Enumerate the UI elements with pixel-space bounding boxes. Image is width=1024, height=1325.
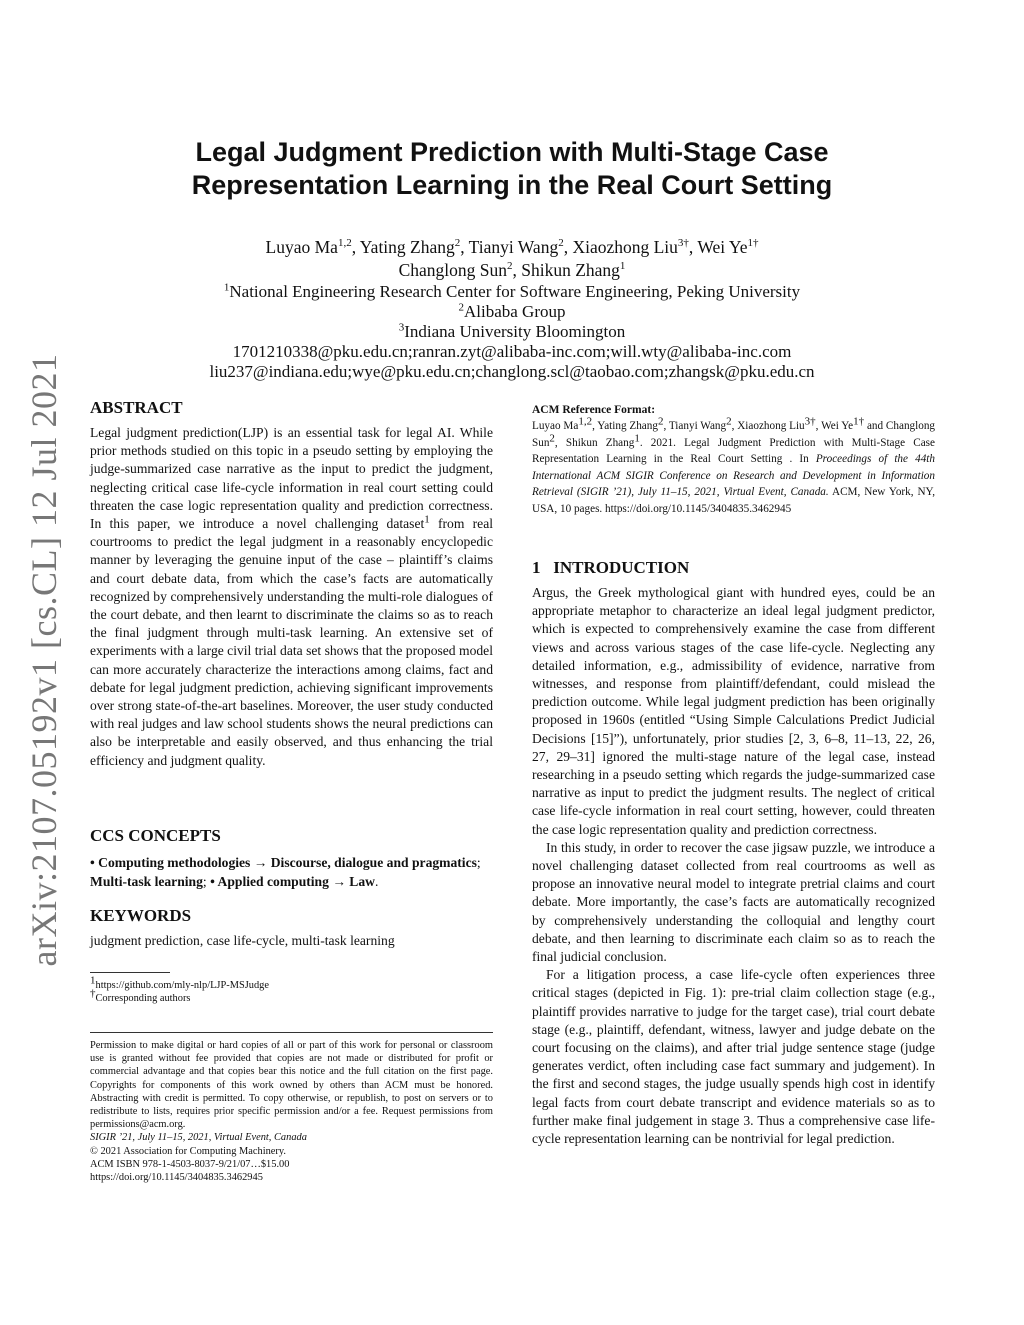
permission-text: Permission to make digital or hard copies of all or part of this work for personal or classroom use is granted without fee provided that copies are not made or distributed for profit or commercial advantage and that copies bear this notice and the full citation on the first page. Copyrights for components of this work owned by others than ACM must be honored. Abstracting with credit is permitted. To copy otherwise, or republish, to post on servers or to redistribute to lists, requires prior specific permission and/or a fee. Request permissions from permissions@acm.org. [90,1040,493,1131]
ccs-separator: ; [476,855,481,870]
footnote [90,987,493,1005]
ref-proceedings: Proceedings of the 44th International ACM SIGIR Conference on Research and Development in Information Retrieval (SIGIR ’21), July 11–15, 2021, Virtual Event, Canada. [532,453,936,499]
ref-author: and Changlong Sun [532,420,936,449]
ref-author: , Tianyi Wang [663,420,727,432]
ref-author-mark: 1† [853,415,865,428]
introduction-heading: 1 INTRODUCTION [532,558,690,577]
ccs-concept: • Computing methodologies → Discourse, dialogue and pragmatics [90,855,477,870]
ref-author-mark: 1,2 [578,415,593,428]
ccs-section [90,826,493,891]
author-name: Changlong Sun [398,260,507,280]
ccs-text [90,853,493,891]
keywords-heading: KEYWORDS [90,906,192,925]
abstract-section [90,398,493,770]
ccs-separator: ; [202,874,211,889]
ref-author: , Xiaozhong Liu [731,420,805,432]
affiliation-mark: 1 [223,281,230,294]
title-line-1: Legal Judgment Prediction with Multi-Stage Case [195,137,829,167]
permission-copyright: © 2021 Association for Computing Machinery. [90,1145,286,1157]
affiliation-text: National Engineering Research Center for Software Engineering, Peking University [229,282,801,301]
author-name: , Xiaozhong Liu [563,237,678,257]
ccs-concept: Multi-task learning [90,874,203,889]
author-affil-mark: 2 [454,237,461,250]
acm-reference-text [532,415,936,518]
author-name: , Yating Zhang [351,237,455,257]
affiliation [120,302,904,322]
ref-author: , Shikun Zhang [554,436,635,449]
ref-author: Luyao Ma [532,420,579,432]
ref-author-mark: 1 [634,431,640,444]
author-affil-mark: 1,2 [337,237,352,250]
keywords-section [90,906,493,950]
affiliation [120,282,904,302]
abstract-text [90,424,493,770]
intro-paragraph: Argus, the Greek mythological giant with hundred eyes, could be an appropriate metaphor to characterize an ideal legal judgment predictor, which is expected to comprehensively examine the case from different views and across various stages of the case life-cycle. Neglecting any detailed information, e.g., admissibility of evidence, narrative from witnesses, and response from plaintiff/defendant, could mislead the prediction outcome. While legal judgment prediction has been originally proposed in 1960s (entitled “Using Simple Calculations Predict Judicial Decisions [15]”), unfortunately, prior studies [2, 3, 6–8, 11–13, 22, 26, 27, 29–31] ignored the multi-stage nature of the legal case, instead researching in a pseudo setting which regards the judge-summarized case narrative as input to predict the judgment results. The neglect of critical case life-cycle information in real court setting, however, could threaten the case logic representation quality and prediction correctness. [532,585,935,837]
ref-author: , Yating Zhang [592,420,658,432]
footnote [90,974,493,992]
ref-author-mark: 3† [804,415,816,428]
author-affil-mark: 1 [619,260,626,273]
arxiv-identifier: arXiv:2107.05192v1 [cs.CL] 12 Jul 2021 [24,353,64,967]
author-affil-mark: 2 [506,260,513,273]
permission-venue: SIGIR ’21, July 11–15, 2021, Virtual Event, Canada [90,1132,307,1144]
affiliation-mark: 3 [398,321,405,334]
abstract-heading: ABSTRACT [90,398,183,417]
abstract-text-part2: from real courtrooms to predict the legal judgment in a reasonably encyclopedic manner by leveraging the genuine input of the case – plaintiff’s claims and court debate data, from which the case’s facts are automatically recognized by comprehensively understanding the multi-role dialogues of the court debate, and then learnt to discriminate the claims so as to reach the final judgment through multi-task learning. An extensive set of experiments with a large civil trial data set shows that the proposed model can more accurately characterize the interactions among claims, fact and debate for legal judgment prediction, achieving significant improvements over strong state-of-the-art baselines. Moreover, the user study conducted with real judges and law school students shows the neural predictions can also be interpretable and easily observed, and thus enhancing the trial efficiency and judgment quality. [90,516,493,768]
paper-title [120,136,904,202]
acm-reference-heading: ACM Reference Format: [532,404,656,416]
affiliation-text: Alibaba Group [463,302,566,321]
footnote-mark: † [90,987,96,1000]
footnotes [90,972,493,1005]
author-list [120,236,904,282]
author-block [120,236,904,382]
author-name: , Wei Ye [688,237,748,257]
introduction-section [532,558,935,1148]
email-line: liu237@indiana.edu;wye@pku.edu.cn;changlong.scl@taobao.com;zhangsk@pku.edu.cn [209,362,815,381]
ref-author-mark: 2 [549,431,555,444]
acm-reference [532,402,935,518]
ref-author: , Wei Ye [815,420,854,432]
ccs-separator: . [375,874,379,889]
affiliation [120,322,904,342]
ccs-heading: CCS CONCEPTS [90,826,221,845]
affiliation-text: Indiana University Bloomington [404,322,626,341]
footnote-text: https://github.com/mly-nlp/LJP-MSJudge [95,980,269,991]
ref-author-mark: 2 [657,415,664,428]
affiliation-mark: 2 [458,301,464,314]
footnote-rule [90,972,170,973]
author-affil-mark: 3† [677,237,689,250]
permission-isbn: ACM ISBN 978-1-4503-8037-9/21/07…$15.00 [90,1158,290,1170]
intro-paragraph: For a litigation process, a case life-cycle often experiences three critical stages (depicted in Fig. 1): pre-trial claim collection stage (e.g., plaintiff provides narrative to judge for the target case), trial court debate stage (e.g., plaintiff, defendant, witness, lawyer and judge debate on the court focusing on the claims), and after trial judge sentence stage (judge generates verdict, often including case fact summary and judgement). In the first and second stages, the judge usually spends high cost in identify legal facts from court debate transcript and evidence materials so as to further make final judgement in stage 3. Thus a comprehensive case life-cycle representation learning can be nontrivial for legal prediction. [532,967,935,1147]
ref-author-mark: 2 [726,415,732,428]
author-name: , Shikun Zhang [512,260,620,280]
author-name: Luyao Ma [265,237,338,257]
ccs-concept: • Applied computing → Law [210,874,375,889]
author-name: , Tianyi Wang [460,237,559,257]
title-line-2: Representation Learning in the Real Court Setting [191,170,833,200]
footnote-text: Corresponding authors [95,993,191,1005]
permission-doi: https://doi.org/10.1145/3404835.3462945 [90,1172,263,1184]
ref-tail: ACM, New York, NY, USA, 10 pages. https://doi.org/10.1145/3404835.3462945 [532,486,935,515]
ref-body: . 2021. Legal Judgment Prediction with Multi-Stage Case Representation Learning in the Real Court Setting . In [532,436,935,466]
abstract-text-part1: Legal judgment prediction(LJP) is an essential task for legal AI. While prior methods studied on this topic in a pseudo setting by employing the judge-summarized case narrative as the input to predict the judgment, neglecting critical case life-cycle information in real court setting could threaten the case logic representation quality and prediction correctness. In this paper, we introduce a novel challenging dataset [90,425,493,532]
author-affil-mark: 1† [747,237,759,250]
footnote-mark: 1 [90,974,96,987]
author-affil-mark: 2 [558,237,564,250]
intro-paragraph: In this study, in order to recover the case jigsaw puzzle, we introduce a novel challenging dataset collected from real courtrooms as well as propose an innovative neural model to integrate pretrial claims and court debate. More importantly, the case’s facts are automatically recognized by comprehensively understanding the colloquial and lengthy court debate, and then learning to discriminate each claim so as to reach the final judicial conclusion. [532,839,935,965]
email-line: 1701210338@pku.edu.cn;ranran.zyt@alibaba-inc.com;will.wty@alibaba-inc.com [232,342,792,361]
permission-rule [90,1032,493,1033]
permission-block [90,1032,493,1184]
footnote-mark: 1 [424,513,430,526]
keywords-text: judgment prediction, case life-cycle, multi-task learning [90,933,395,948]
